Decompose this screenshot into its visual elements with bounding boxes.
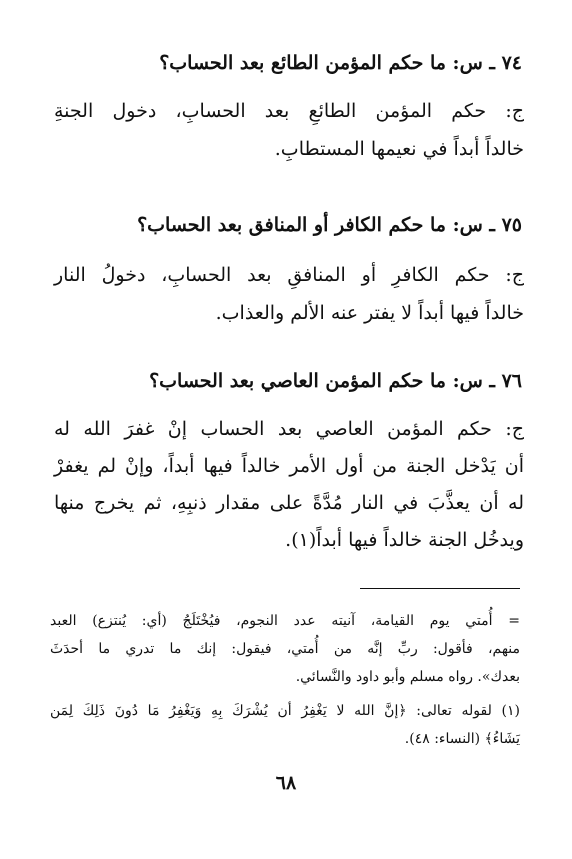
answer-76-line-4: ويدخُل الجنة خالداً فيها أبداً(١). [285, 529, 524, 551]
footnote-1-line-1: (١) لقوله تعالى: ﴿إنَّ الله لا يَغْفِرُ أن يُشْرَكَ بِهِ وَيَغْفِرُ مَا دُونَ ذَلِكَ لِمَن [50, 703, 520, 719]
answer-74-line-2: خالداً أبداً في نعيمها المستطابِ. [274, 138, 524, 160]
answer-75-line-2: خالداً فيها أبداً لا يفتر عنه الألم والعذاب. [215, 302, 524, 324]
footnote-continuation-line-2: منهم، فأقول: ربِّ إنَّه من أُمتي، فيقول: إنك ما تدري ما أحدَثَ [50, 641, 520, 657]
footnote-continuation-line-1: = أُمتي يوم القيامة، آنيته عدد النجوم، فيُخْتَلَجُ (أي: يُنتزع) العبد [50, 613, 520, 629]
footnote-1-line-2: يَشَاءُ﴾ (النساء: ٤٨). [404, 731, 520, 747]
answer-75-line-1: ج: حكم الكافرِ أو المنافقِ بعد الحسابِ، دخولُ النار [54, 264, 524, 286]
question-76-heading: ٧٦ ـ س: ما حكم المؤمن العاصي بعد الحساب؟ [149, 370, 522, 392]
question-74-heading: ٧٤ ـ س: ما حكم المؤمن الطائع بعد الحساب؟ [159, 52, 522, 74]
question-75-heading: ٧٥ ـ س: ما حكم الكافر أو المنافق بعد الحساب؟ [137, 214, 522, 236]
answer-76-line-1: ج: حكم المؤمن العاصي بعد الحساب إنْ غفرَ الله له [54, 418, 524, 440]
page-number: ٦٨ [275, 772, 297, 794]
answer-76-line-2: أن يَدْخل الجنة من أول الأمر خالداً فيها أبداً، وإنْ لم يغفرْ [54, 455, 524, 477]
footnote-continuation-line-3: بعدك». رواه مسلم وأبو داود والنَّسائي. [295, 669, 520, 685]
answer-74-line-1: ج: حكم المؤمن الطائعِ بعد الحسابِ، دخول الجنةِ [54, 100, 524, 122]
footnote-separator [360, 588, 520, 589]
answer-76-line-3: له أن يعذَّبَ في النار مُدَّةً على مقدار ذنبِهِ، ثم يخرج منها [54, 492, 524, 514]
